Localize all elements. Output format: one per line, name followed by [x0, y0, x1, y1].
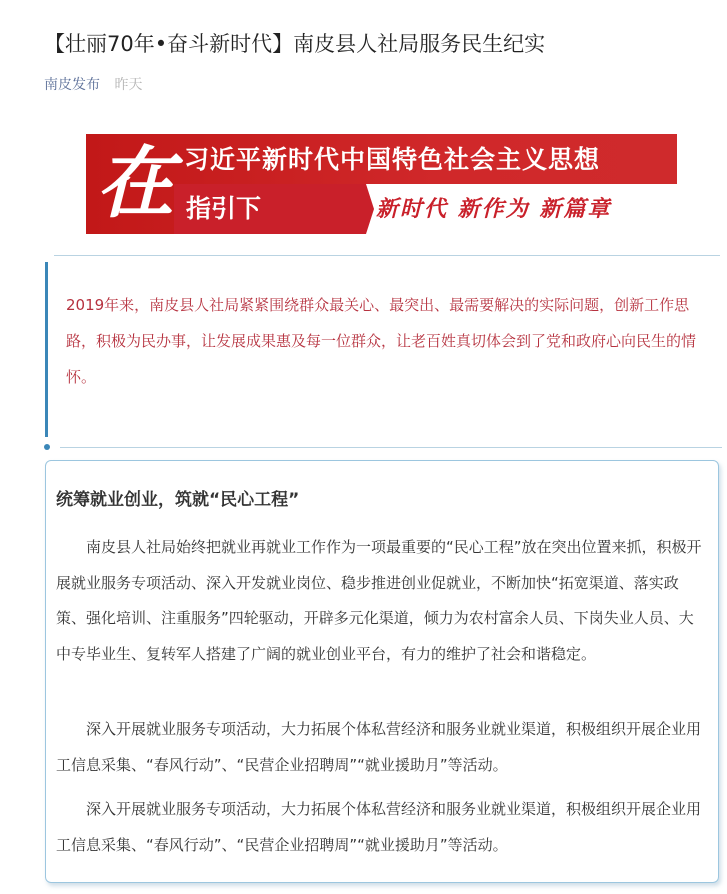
banner-big-character: 在 — [95, 138, 174, 229]
banner-dash: —— — [308, 199, 344, 220]
intro-divider-dot — [44, 444, 50, 450]
banner-slogan: 新时代 新作为 新篇章 — [376, 196, 612, 222]
account-name-link[interactable]: 南皮发布 — [44, 77, 100, 93]
theme-banner — [86, 134, 677, 234]
section-paragraph: 深入开展就业服务专项活动，大力拓展个体私营经济和服务业就业渠道，积极组织开展企业用工信息采集、“春风行动”、“民营企业招聘周”“就业援助月”等活动。 — [56, 800, 702, 854]
intro-left-bar — [45, 262, 48, 437]
banner-subline: 指引下 — [186, 194, 262, 223]
article-meta — [44, 75, 142, 95]
article-title: 【壮丽70年•奋斗新时代】南皮县人社局服务民生纪实 — [44, 32, 546, 56]
intro-bottom-divider — [60, 447, 722, 448]
intro-paragraph: 2019年来，南皮县人社局紧紧围绕群众最关心、最突出、最需要解决的实际问题，创新工作思路，积极为民办事，让发展成果惠及每一位群众，让老百姓真切体会到了党和政府心向民生的情怀。 — [66, 296, 697, 386]
section-card — [45, 460, 719, 883]
intro-top-divider — [54, 255, 720, 256]
section-heading: 统筹就业创业，筑就“民心工程” — [56, 490, 300, 510]
publish-time: 昨天 — [114, 77, 143, 93]
banner-headline: 习近平新时代中国特色社会主义思想 — [184, 145, 601, 174]
section-paragraph: 深入开展就业服务专项活动，大力拓展个体私营经济和服务业就业渠道，积极组织开展企业用工信息采集、“春风行动”、“民营企业招聘周”“就业援助月”等活动。 — [56, 720, 702, 774]
section-paragraph: 南皮县人社局始终把就业再就业工作作为一项最重要的“民心工程”放在突出位置来抓，积极开展就业服务专项活动、深入开发就业岗位、稳步推进创业促就业，不断加快“拓宽渠道、落实政策、强化培训、注重服务”四轮驱动，开辟多元化渠道，倾力为农村富余人员、下岗失业人员、大中专毕业生、复转军人搭建了广阔的就业创业平台，有力的维护了社会和谐稳定。 — [56, 538, 702, 663]
